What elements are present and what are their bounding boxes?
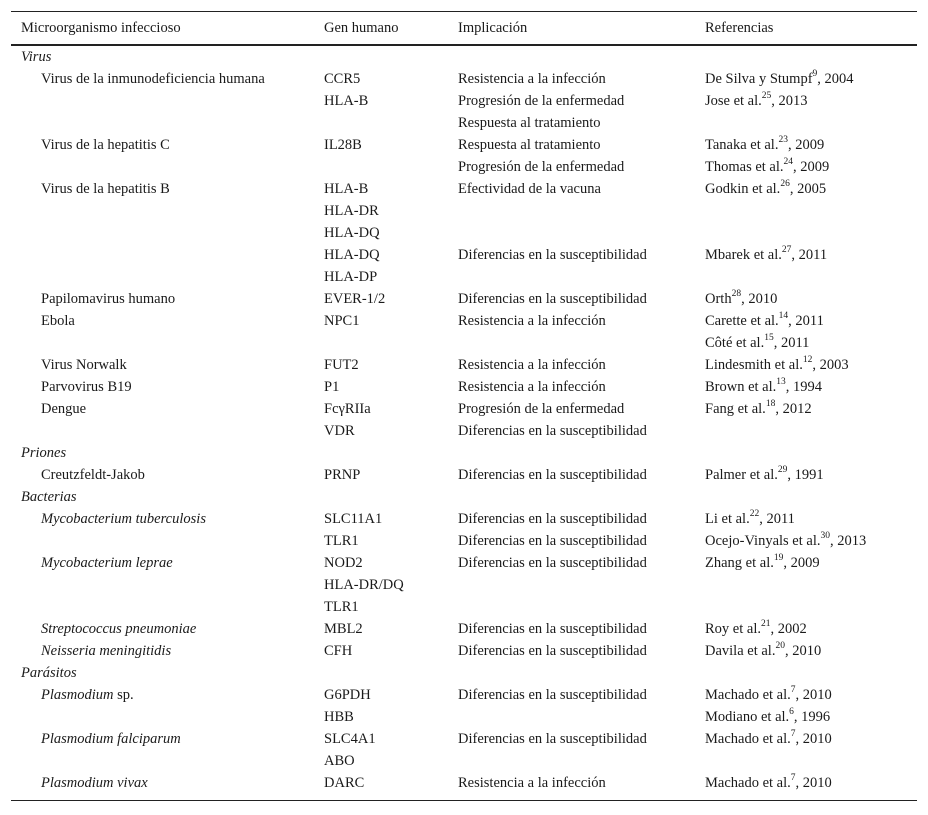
microorganism-cell xyxy=(41,398,86,420)
reference-author: Brown et al. xyxy=(705,379,777,395)
implication-cell: Progresión de la enfermedad xyxy=(458,401,625,417)
microorganism-name: Parvovirus B19 xyxy=(41,379,132,395)
reference-year: , 2002 xyxy=(770,621,807,637)
table-row xyxy=(11,310,917,332)
microorganism-cell xyxy=(41,464,145,486)
table-row xyxy=(11,750,917,772)
reference-author: Modiano et al. xyxy=(705,709,790,725)
reference-number: 14 xyxy=(778,311,789,322)
microorganism-name: Plasmodium vivax xyxy=(41,775,148,791)
table-row xyxy=(11,376,917,398)
gene-cell: G6PDH xyxy=(324,687,371,703)
microorganism-cell xyxy=(41,772,148,794)
header-gene: Gen humano xyxy=(324,20,399,36)
gene-cell: DARC xyxy=(324,775,365,791)
implication-cell: Diferencias en la susceptibilidad xyxy=(458,555,647,571)
reference-year: , 2011 xyxy=(791,247,828,263)
reference-year: , 2009 xyxy=(783,555,820,571)
reference-year: , 2010 xyxy=(784,643,822,659)
reference-author: Davila et al. xyxy=(705,643,776,659)
table-row xyxy=(11,244,917,266)
microorganism-name: Virus de la hepatitis C xyxy=(41,137,170,153)
table-row xyxy=(11,90,917,112)
implication-cell: Progresión de la enfermedad xyxy=(458,93,625,109)
microorganism-name: Creutzfeldt-Jakob xyxy=(41,467,145,483)
microorganism-cell xyxy=(41,134,170,156)
reference-author: Thomas et al. xyxy=(705,159,784,175)
reference-number: 18 xyxy=(765,399,776,410)
gene-cell: HLA-DR xyxy=(324,203,379,219)
gene-cell: VDR xyxy=(324,423,355,439)
reference-number: 20 xyxy=(775,641,785,652)
reference-cell xyxy=(705,332,809,354)
reference-number: 7 xyxy=(790,773,796,784)
table-row xyxy=(11,508,917,530)
implication-cell: Respuesta al tratamiento xyxy=(458,137,601,153)
reference-number: 30 xyxy=(820,531,830,542)
table-row xyxy=(11,684,917,706)
microorganism-cell xyxy=(41,310,75,332)
reference-cell xyxy=(705,464,824,486)
reference-cell xyxy=(705,310,824,332)
reference-number: 29 xyxy=(777,465,788,476)
header-microorganism: Microorganismo infeccioso xyxy=(21,20,181,36)
table-row xyxy=(11,354,917,376)
reference-cell xyxy=(705,90,808,112)
microorganism-name: Mycobacterium leprae xyxy=(41,555,173,571)
table-row xyxy=(11,596,917,618)
reference-number: 27 xyxy=(781,245,792,256)
gene-cell: HLA-B xyxy=(324,181,369,197)
reference-cell xyxy=(705,772,832,794)
microorganism-name: Plasmodium falciparum xyxy=(41,731,181,747)
implication-cell: Resistencia a la infección xyxy=(458,71,606,87)
implication-cell: Respuesta al tratamiento xyxy=(458,115,601,131)
table-row xyxy=(11,640,917,662)
data-table xyxy=(11,11,917,801)
gene-cell: HLA-B xyxy=(324,93,369,109)
reference-year: , 2011 xyxy=(773,335,810,351)
microorganism-cell xyxy=(41,552,173,574)
gene-cell: HLA-DP xyxy=(324,269,378,285)
section-label: Priones xyxy=(21,445,67,461)
table-row xyxy=(11,156,917,178)
reference-cell xyxy=(705,530,866,552)
reference-year: , 2010 xyxy=(795,775,832,791)
reference-author: Carette et al. xyxy=(705,313,779,329)
table-body xyxy=(11,46,917,800)
reference-year: , 1996 xyxy=(793,709,831,725)
reference-author: Côté et al. xyxy=(705,335,765,351)
microorganism-name: Streptococcus pneumoniae xyxy=(41,621,197,637)
reference-year: , 2003 xyxy=(812,357,849,373)
reference-number: 21 xyxy=(760,619,771,630)
gene-cell: MBL2 xyxy=(324,621,363,637)
reference-author: Orth xyxy=(705,291,732,307)
section-label: Parásitos xyxy=(21,665,77,681)
table-row xyxy=(11,706,917,728)
reference-cell xyxy=(705,376,822,398)
microorganism-cell xyxy=(41,684,134,706)
microorganism-suffix: sp. xyxy=(113,687,134,703)
gene-cell: TLR1 xyxy=(324,599,359,615)
reference-author: Machado et al. xyxy=(705,687,791,703)
table-row xyxy=(11,398,917,420)
reference-number: 24 xyxy=(783,157,794,168)
reference-number: 7 xyxy=(790,729,796,740)
reference-author: Palmer et al. xyxy=(705,467,778,483)
microorganism-cell xyxy=(41,728,181,750)
reference-cell xyxy=(705,684,832,706)
gene-cell: EVER-1/2 xyxy=(324,291,386,307)
microorganism-name: Mycobacterium tuberculosis xyxy=(41,511,206,527)
section-row xyxy=(11,46,917,68)
implication-cell: Diferencias en la susceptibilidad xyxy=(458,423,647,439)
reference-cell xyxy=(705,68,854,90)
microorganism-name: Virus de la inmunodeficiencia humana xyxy=(41,71,265,87)
reference-author: Zhang et al. xyxy=(705,555,774,571)
table-row xyxy=(11,464,917,486)
table-row xyxy=(11,530,917,552)
gene-cell: HLA-DQ xyxy=(324,225,380,241)
reference-number: 28 xyxy=(731,289,742,300)
reference-author: Machado et al. xyxy=(705,775,791,791)
reference-author: Tanaka et al. xyxy=(705,137,779,153)
microorganism-name: Virus Norwalk xyxy=(41,357,127,373)
microorganism-name: Papilomavirus humano xyxy=(41,291,176,307)
microorganism-name: Dengue xyxy=(41,401,87,417)
microorganism-cell xyxy=(41,354,127,376)
reference-cell xyxy=(705,640,821,662)
table-row xyxy=(11,618,917,640)
gene-cell: SLC4A1 xyxy=(324,731,376,747)
table-row xyxy=(11,200,917,222)
reference-number: 6 xyxy=(789,707,794,718)
table-row xyxy=(11,178,917,200)
microorganism-cell xyxy=(41,68,265,90)
reference-author: De Silva y Stumpf xyxy=(705,71,813,87)
section-label: Bacterias xyxy=(21,489,77,505)
table-header xyxy=(11,12,917,46)
table-row xyxy=(11,222,917,244)
reference-author: Fang et al. xyxy=(705,401,766,417)
implication-cell: Progresión de la enfermedad xyxy=(458,159,625,175)
reference-year: , 2010 xyxy=(795,731,832,747)
reference-year: , 2013 xyxy=(830,533,867,549)
reference-cell xyxy=(705,288,777,310)
implication-cell: Resistencia a la infección xyxy=(458,357,606,373)
reference-year: , 1991 xyxy=(787,467,824,483)
section-label: Virus xyxy=(21,49,52,65)
reference-author: Roy et al. xyxy=(705,621,761,637)
gene-cell: P1 xyxy=(324,379,340,395)
reference-cell xyxy=(705,552,820,574)
reference-year: , 2005 xyxy=(789,181,827,197)
reference-cell xyxy=(705,244,827,266)
implication-cell: Diferencias en la susceptibilidad xyxy=(458,247,647,263)
reference-cell xyxy=(705,508,795,530)
section-row xyxy=(11,442,917,464)
implication-cell: Diferencias en la susceptibilidad xyxy=(458,621,647,637)
microorganism-name: Ebola xyxy=(41,313,75,329)
gene-cell: TLR1 xyxy=(324,533,359,549)
implication-cell: Efectividad de la vacuna xyxy=(458,181,601,197)
table-row xyxy=(11,552,917,574)
microorganism-cell xyxy=(41,640,171,662)
reference-number: 23 xyxy=(778,135,788,146)
table-row xyxy=(11,112,917,134)
reference-author: Jose et al. xyxy=(705,93,762,109)
table-row xyxy=(11,332,917,354)
microorganism-cell xyxy=(41,288,175,310)
table-row xyxy=(11,420,917,442)
implication-cell: Diferencias en la susceptibilidad xyxy=(458,643,647,659)
implication-cell: Diferencias en la susceptibilidad xyxy=(458,291,647,307)
header-implication: Implicación xyxy=(458,20,528,36)
header-references: Referencias xyxy=(705,20,774,36)
gene-cell: FUT2 xyxy=(324,357,359,373)
reference-author: Li et al. xyxy=(705,511,750,527)
implication-cell: Diferencias en la susceptibilidad xyxy=(458,511,647,527)
reference-year: , 2011 xyxy=(788,313,824,329)
reference-number: 15 xyxy=(764,333,774,344)
reference-cell xyxy=(705,178,826,200)
gene-cell: IL28B xyxy=(324,137,362,153)
reference-author: Mbarek et al. xyxy=(705,247,782,263)
gene-cell: SLC11A1 xyxy=(324,511,383,527)
microorganism-name: Plasmodium xyxy=(41,687,114,703)
gene-cell: NPC1 xyxy=(324,313,360,329)
reference-year: , 2010 xyxy=(741,291,778,307)
table-row xyxy=(11,134,917,156)
implication-cell: Resistencia a la infección xyxy=(458,379,606,395)
reference-year: , 2011 xyxy=(759,511,795,527)
gene-cell: HLA-DR/DQ xyxy=(324,577,404,593)
implication-cell: Diferencias en la susceptibilidad xyxy=(458,731,647,747)
reference-year: , 1994 xyxy=(785,379,823,395)
reference-author: Lindesmith et al. xyxy=(705,357,803,373)
section-row xyxy=(11,662,917,684)
reference-year: , 2012 xyxy=(775,401,812,417)
reference-author: Ocejo-Vinyals et al. xyxy=(705,533,821,549)
implication-cell: Resistencia a la infección xyxy=(458,313,606,329)
reference-number: 7 xyxy=(790,685,796,696)
reference-number: 13 xyxy=(776,377,786,388)
table-row xyxy=(11,288,917,310)
reference-year: , 2013 xyxy=(771,93,808,109)
table-row xyxy=(11,266,917,288)
implication-cell: Diferencias en la susceptibilidad xyxy=(458,533,647,549)
gene-cell: ABO xyxy=(324,753,355,769)
reference-cell xyxy=(705,706,830,728)
microorganism-cell xyxy=(41,508,206,530)
gene-cell: CFH xyxy=(324,643,353,659)
reference-number: 19 xyxy=(773,553,784,564)
reference-year: , 2009 xyxy=(787,137,825,153)
microorganism-name: Neisseria meningitidis xyxy=(41,643,172,659)
reference-cell xyxy=(705,728,832,750)
gene-cell: HBB xyxy=(324,709,354,725)
reference-cell xyxy=(705,398,812,420)
reference-number: 26 xyxy=(780,179,790,190)
reference-number: 9 xyxy=(812,69,818,80)
table-row xyxy=(11,68,917,90)
gene-cell: CCR5 xyxy=(324,71,361,87)
microorganism-cell xyxy=(41,618,196,640)
reference-cell xyxy=(705,134,824,156)
gene-cell: HLA-DQ xyxy=(324,247,380,263)
reference-cell xyxy=(705,354,849,376)
microorganism-cell xyxy=(41,376,132,398)
table-row xyxy=(11,772,917,794)
reference-cell xyxy=(705,156,829,178)
reference-author: Machado et al. xyxy=(705,731,791,747)
reference-number: 22 xyxy=(749,509,760,520)
section-row xyxy=(11,486,917,508)
reference-year: , 2004 xyxy=(817,71,854,87)
reference-number: 25 xyxy=(761,91,772,102)
reference-cell xyxy=(705,618,807,640)
gene-cell: PRNP xyxy=(324,467,361,483)
reference-year: , 2010 xyxy=(795,687,832,703)
gene-cell: FcγRIIa xyxy=(324,401,371,417)
reference-number: 12 xyxy=(802,355,813,366)
reference-year: , 2009 xyxy=(793,159,830,175)
implication-cell: Diferencias en la susceptibilidad xyxy=(458,467,647,483)
implication-cell: Diferencias en la susceptibilidad xyxy=(458,687,647,703)
table-row xyxy=(11,574,917,596)
reference-author: Godkin et al. xyxy=(705,181,781,197)
gene-cell: NOD2 xyxy=(324,555,363,571)
implication-cell: Resistencia a la infección xyxy=(458,775,606,791)
microorganism-cell xyxy=(41,178,170,200)
table-row xyxy=(11,728,917,750)
microorganism-name: Virus de la hepatitis B xyxy=(41,181,170,197)
